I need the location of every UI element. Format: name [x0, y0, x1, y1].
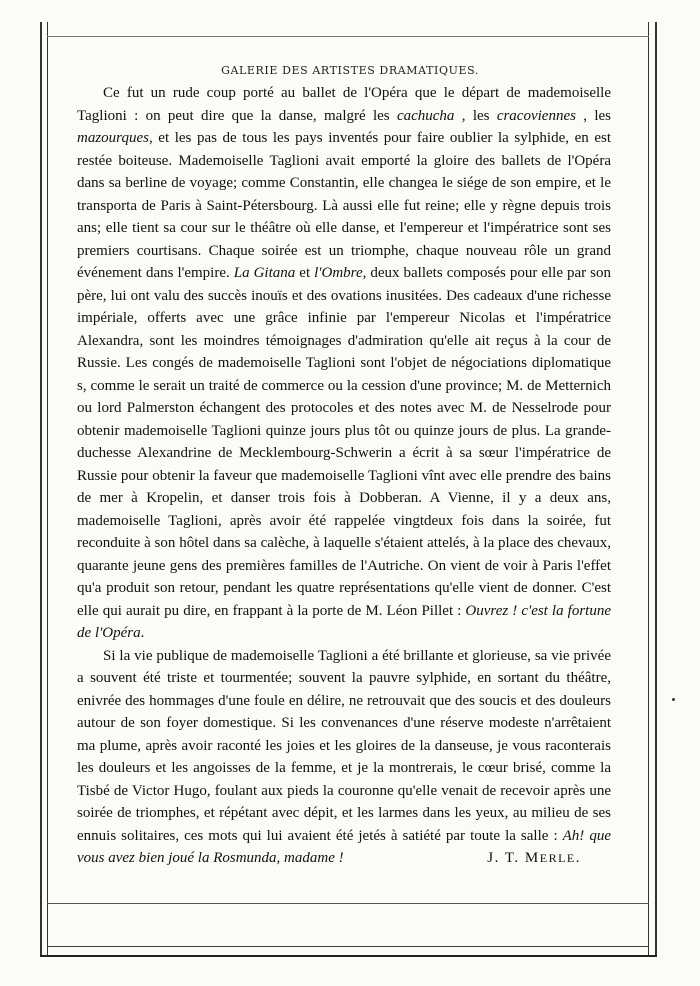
paragraph-1-run-5: , les — [575, 107, 611, 124]
signature-initials: J. T. M — [487, 850, 540, 866]
signature-end: . — [575, 850, 581, 866]
running-header: GALERIE DES ARTISTES DRAMATIQUES. — [221, 64, 479, 77]
paragraph-1-run-1: Ce fut un rude coup porté au ballet de l'Opéra que le départ de mademoiselle Taglioni : on peut dire que la danse, malgré les — [77, 85, 611, 124]
left-border-outer — [40, 22, 42, 957]
paragraph-2 — [77, 645, 611, 870]
paragraph-2-run-2: Ah! que vous avez bien joué la Rosmunda, madame ! — [77, 827, 611, 866]
paragraph-1-run-3: , les — [454, 107, 497, 124]
right-border-outer — [655, 22, 657, 957]
signature — [461, 847, 581, 870]
paragraph-1-run-7: , et les pas de tous les pays inventés pour faire oublier la sylphide, en est restée boiteuse. Mademoiselle Taglioni avait emporté la gloire des ballets de l'Opéra dans sa berline de voyage; comme Constantin, elle changea le siége de son empire, et le transporta de Paris à Saint-Pétersbourg. Là aussi elle fut reine; elle y règne depuis trois ans; elle tient sa cour sur le théâtre où elle danse, et l'empereur et l'impératrice sont ses premiers courtisans. Chaque soirée est un triomphe, chaque nouveau rôle un grand événement dans l'empire. — [77, 130, 611, 281]
signature-surname-rest: ERLE — [539, 851, 576, 865]
paragraph-1-run-12: Ouvrez ! c'est la fortune de l'Opéra — [77, 602, 611, 641]
paragraph-2-run-1: Si la vie publique de mademoiselle Taglioni a été brillante et glorieuse, sa vie privée a souvent été triste et tourmentée; souvent la pauvre sylphide, en sortant du théâtre, enivrée des hommages d'une foule en délire, ne retrouvait que des soucis et des douleurs autour de son foyer domestique. Si les convenances d'une réserve modeste n'arrêtaient ma plume, après avoir raconté les joies et les gloires de la danseuse, je vous raconterais les douleurs et les angoisses de la femme, et je la montrerais, le cœur brisé, comme la Tisbé de Victor Hugo, foulant aux pieds la couronne qu'elle venait de recevoir après une soirée de triomphes, et répétant avec dépit, et les larmes dans les yeux, au milieu de ses ennuis solitaires, ces mots qui lui avaient été jetés à satiété par toute la salle : — [77, 647, 611, 844]
left-border-inner — [47, 22, 48, 957]
paragraph-1-run-10: l'Ombre — [314, 265, 363, 281]
right-border-inner — [648, 22, 649, 957]
paragraph-1-run-2: cachucha — [396, 107, 455, 124]
paragraph-1-run-8: La Gitana — [233, 265, 296, 281]
text-bottom-rule — [47, 903, 649, 904]
bottom-border-outer — [40, 955, 657, 957]
paragraph-1-run-4: cracoviennes — [496, 107, 576, 124]
paragraph-1-run-13: . — [140, 625, 145, 641]
paragraph-1-run-9: et — [295, 265, 315, 281]
paragraph-1-run-11: , deux ballets composés pour elle par son père, lui ont valu des succès inouïs et des ovations inusitées. Des cadeaux d'une richesse impériale, offerts avec une grâce infinie par l'empereur Nicolas et l'impératrice Alexandra, sont les moindres témoignages d'admiration qu'elle ait reçus à la cour de Russie. Les congés de mademoiselle Taglioni sont l'objet de négociations diplomatique s, comme le serait un traité de commerce ou la cession d'une province; M. de Metternich ou lord Palmerston échangent des protocoles et des notes avec M. de Nesselrode pour obtenir mademoiselle Taglioni quinze jours plus tôt ou quinze jours de plus. La grande-duchesse Alexandrine de Mecklembourg-Schwerin a écrit à sa sœur l'impératrice de Russie pour obtenir la faveur que mademoiselle Taglioni vînt avec elle prendre des bains de mer à Kropelin, et danser trois fois à Dobberan. A Vienne, il y a deux ans, mademoiselle Taglioni, après avoir été rappelée vingtdeux fois dans la soirée, fut reconduite à son hôtel dans sa calèche, à laquelle s'étaient attelés, à la place des chevaux, quarante jeune gens des premières familles de l'Autriche. On vient de voir à Paris l'effet qu'a produit son retour, pendant les quatre représentations qu'elle vient de donner. C'est elle qui aurait pu dire, en frappant à la porte de M. Léon Pillet : — [77, 265, 612, 619]
paragraph-1-run-6: mazourques — [77, 130, 149, 146]
margin-mark — [672, 698, 675, 701]
paragraph-1 — [77, 82, 611, 645]
top-rule — [47, 36, 649, 37]
article-body — [77, 82, 611, 870]
bottom-border-inner — [47, 946, 649, 947]
